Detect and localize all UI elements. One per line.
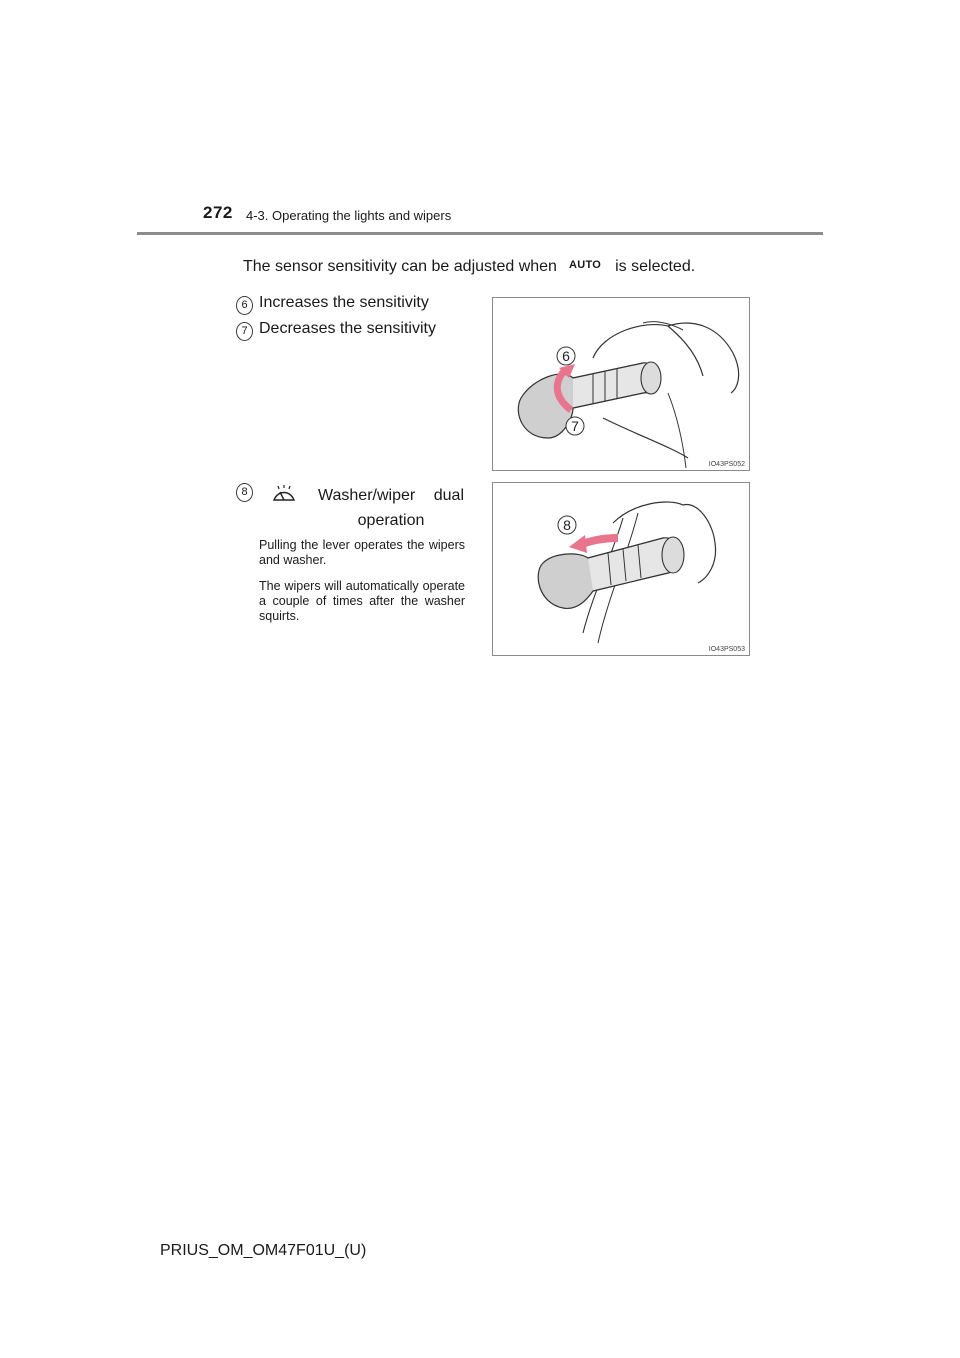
figure1-code: IO43PS052	[708, 461, 745, 468]
figure-washer-pull	[492, 482, 750, 656]
washer-wiper-icon	[272, 484, 296, 504]
intro-text-end: is selected.	[615, 258, 696, 275]
dual-op-line1: Washer/wiper dual	[318, 487, 464, 504]
auto-mode-badge: AUTO	[568, 259, 602, 271]
illustration-lever-ring	[493, 298, 751, 472]
dual-op-line2: operation	[357, 512, 425, 529]
dual-op-note-1: Pulling the lever operates the wipers and washer.	[259, 538, 465, 567]
intro-sentence	[243, 258, 695, 276]
intro-text-start: The sensor sensitivity can be adjusted when	[243, 258, 557, 275]
item-number-8: 8	[236, 483, 253, 502]
section-title: 4-3. Operating the lights and wipers	[246, 208, 452, 223]
figure2-code: IO43PS053	[708, 646, 745, 653]
item-increase-sensitivity: Increases the sensitivity	[259, 294, 429, 311]
figure-sensitivity-ring	[492, 297, 750, 471]
figure2-callout-8: 8	[563, 517, 571, 533]
header-divider	[137, 232, 823, 235]
dual-op-note-2: The wipers will automatically operate a couple of times after the washer squirts.	[259, 579, 465, 623]
illustration-lever-pull	[493, 483, 751, 657]
figure1-callout-6: 6	[562, 348, 570, 364]
document-id-footer: PRIUS_OM_OM47F01U_(U)	[160, 1242, 367, 1259]
washer-wiper-dual-operation-heading	[318, 483, 464, 533]
figure1-callout-7: 7	[571, 418, 579, 434]
page-number: 272	[203, 203, 233, 222]
item-number-6: 6	[236, 296, 253, 315]
item-number-7: 7	[236, 322, 253, 341]
item-decrease-sensitivity: Decreases the sensitivity	[259, 320, 436, 337]
